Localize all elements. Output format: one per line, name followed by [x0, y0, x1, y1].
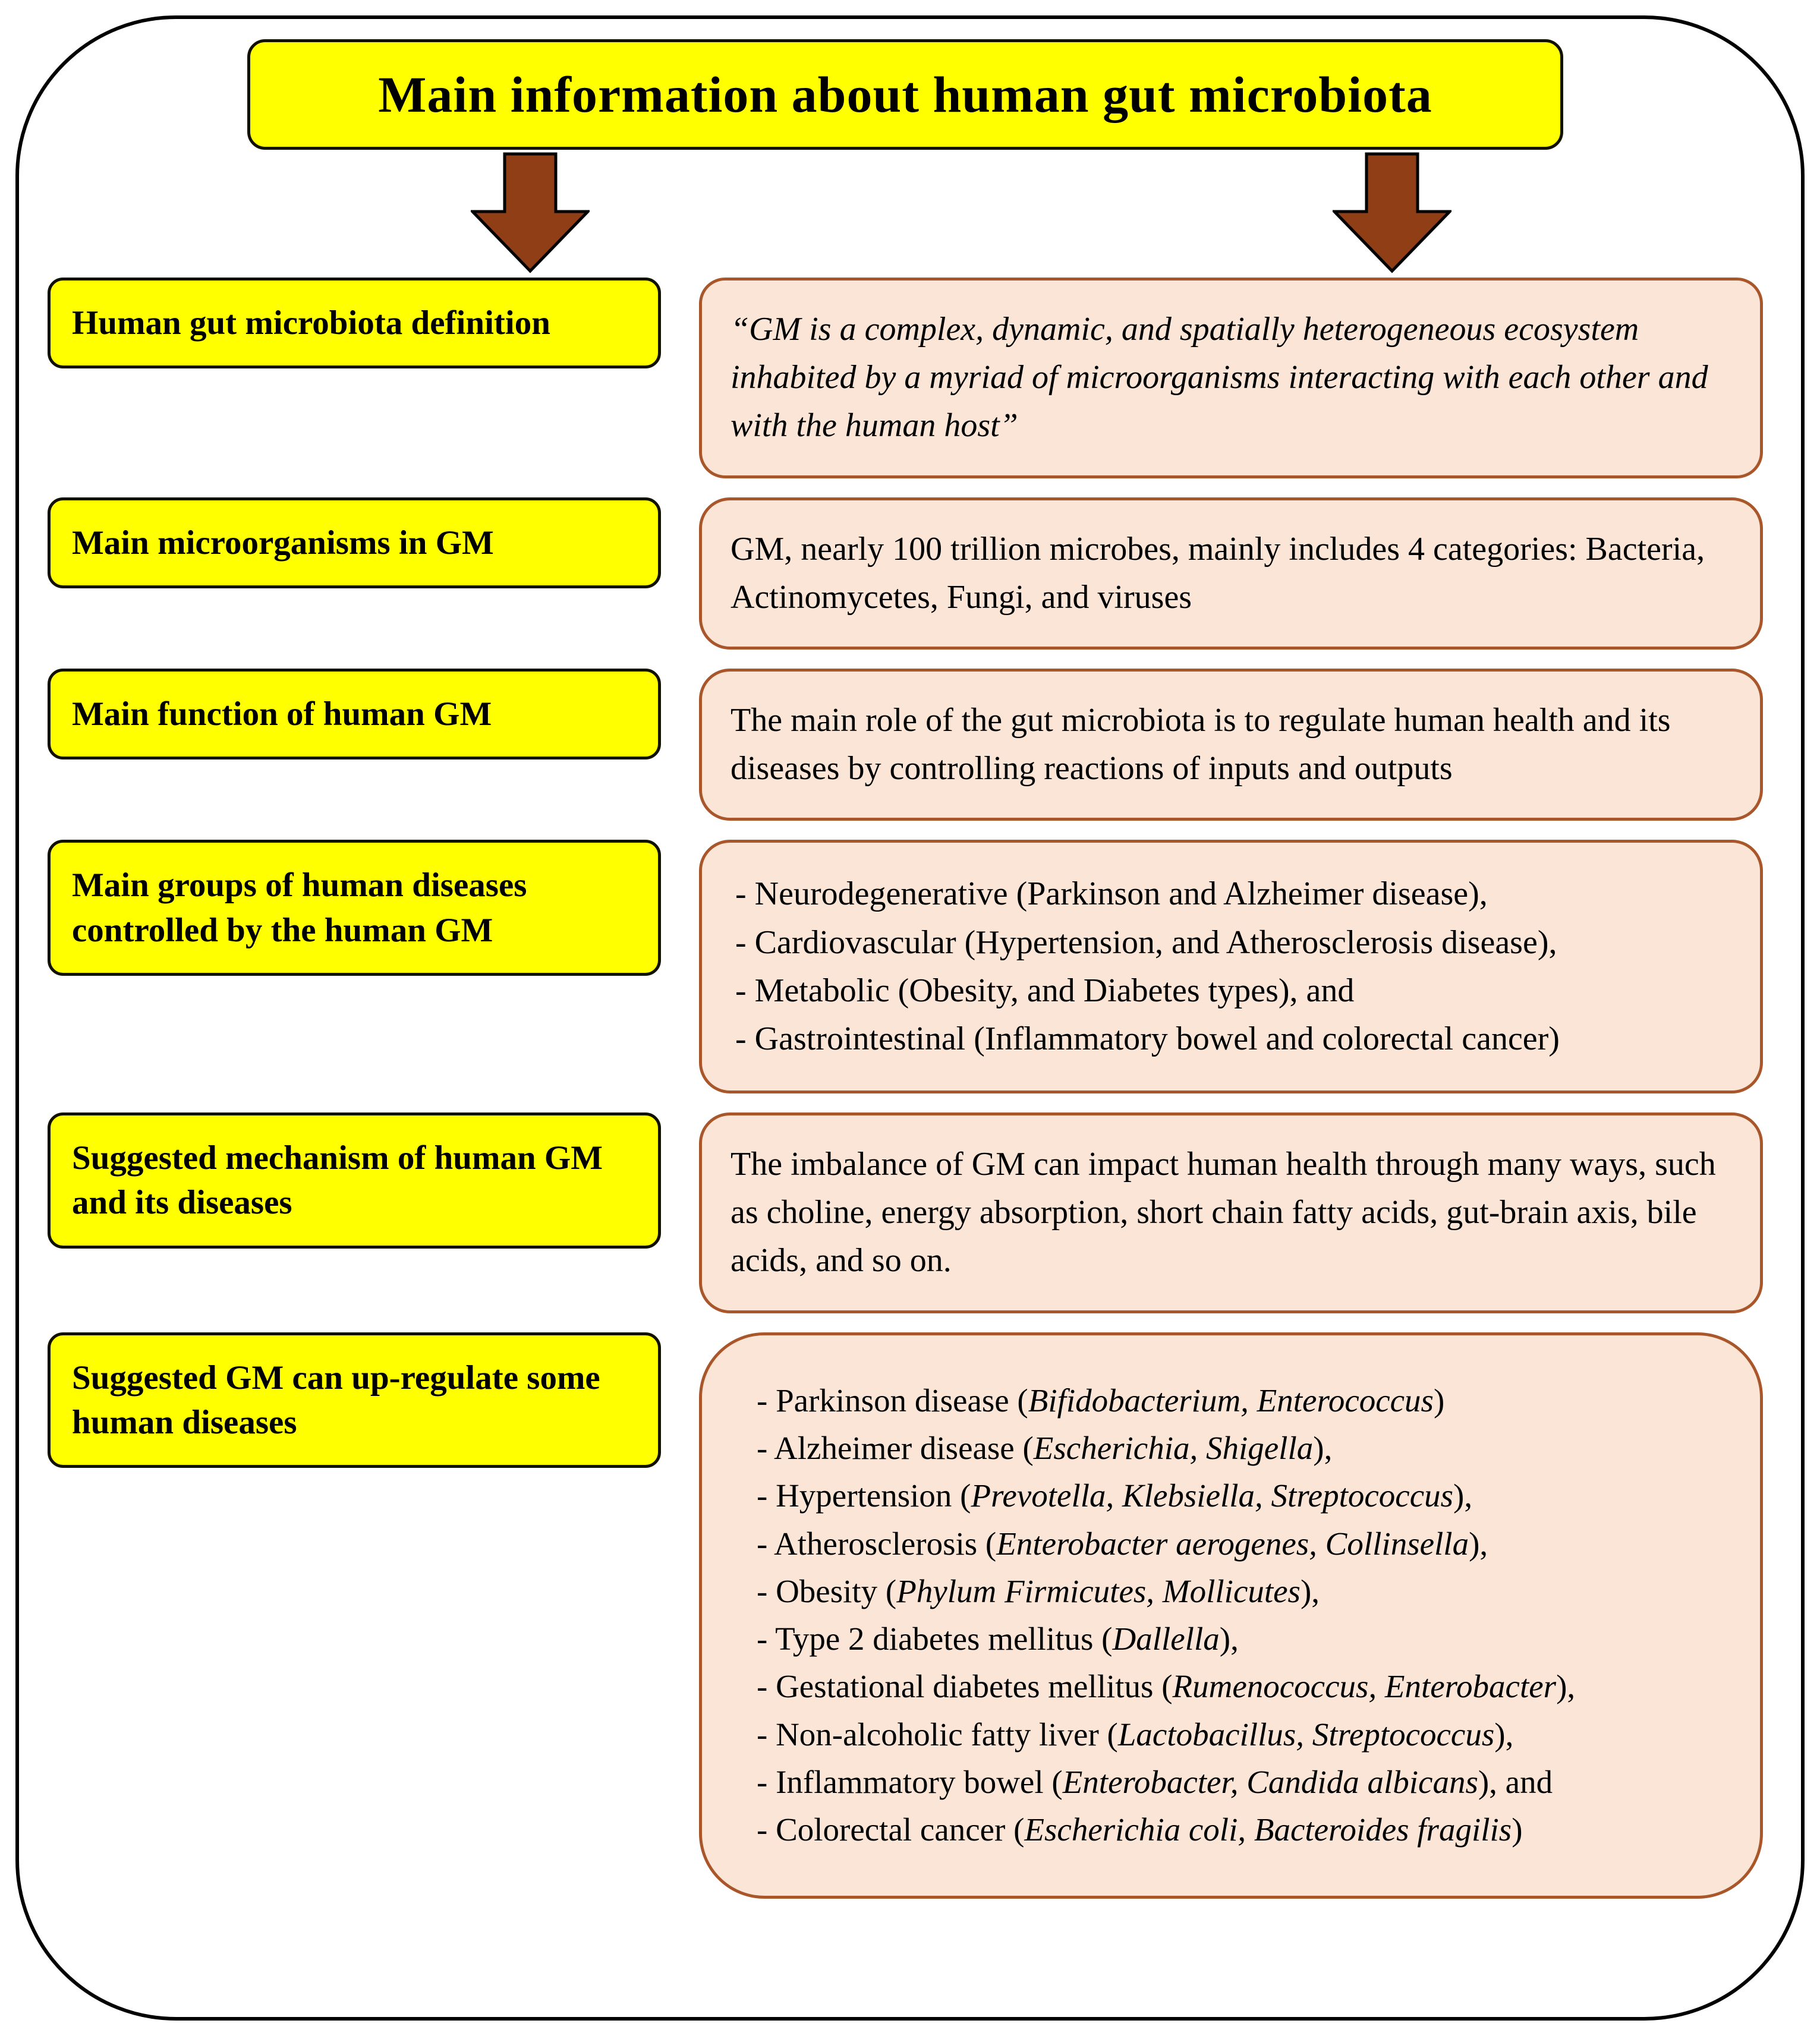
row-disease-groups	[48, 840, 1763, 1093]
down-arrow-right	[1333, 152, 1451, 274]
content-box-upregulated-diseases	[699, 1332, 1763, 1899]
content-box-microorganisms	[699, 497, 1763, 650]
row-upregulated-diseases	[48, 1332, 1763, 1899]
label-box-disease-groups	[48, 840, 661, 975]
diagram-frame	[15, 15, 1805, 2021]
disease-group-item: - Neurodegenerative (Parkinson and Alzheimer disease),	[735, 875, 1488, 913]
label-box-function	[48, 669, 661, 759]
label-box-mechanism	[48, 1112, 661, 1248]
disease-group-item: - Gastrointestinal (Inflammatory bowel and colorectal cancer)	[735, 1020, 1560, 1057]
title-box	[247, 39, 1563, 150]
page-title: Main information about human gut microbiota	[378, 66, 1432, 123]
row-mechanism	[48, 1112, 1763, 1313]
content-box-disease-groups	[699, 840, 1763, 1093]
label-box-definition	[48, 278, 661, 368]
microorganisms-text: GM, nearly 100 trillion microbes, mainly includes 4 categories: Bacteria, Actinomycetes, Fungi, and viruses	[730, 530, 1705, 616]
content-box-function	[699, 669, 1763, 821]
row-label: Suggested mechanism of human GM and its diseases	[72, 1139, 603, 1222]
row-label: Main microorganisms in GM	[72, 524, 494, 562]
row-definition	[48, 278, 1763, 478]
disease-item: - Obesity (Phylum Firmicutes, Mollicutes),	[757, 1572, 1320, 1609]
disease-item: - Alzheimer disease (Escherichia, Shigella),	[757, 1429, 1333, 1466]
content-box-mechanism	[699, 1112, 1763, 1313]
row-microorganisms	[48, 497, 1763, 650]
row-label: Suggested GM can up-regulate some human diseases	[72, 1359, 600, 1441]
disease-item: - Hypertension (Prevotella, Klebsiella, Streptococcus),	[757, 1477, 1473, 1514]
disease-item: - Colorectal cancer (Escherichia coli, Bacteroides fragilis)	[757, 1811, 1523, 1848]
disease-group-item: - Cardiovascular (Hypertension, and Atherosclerosis disease),	[735, 924, 1557, 961]
label-box-microorganisms	[48, 497, 661, 588]
label-box-upregulated-diseases	[48, 1332, 661, 1468]
disease-item: - Gestational diabetes mellitus (Rumenococcus, Enterobacter),	[757, 1668, 1576, 1705]
content-box-definition	[699, 278, 1763, 478]
disease-item: - Inflammatory bowel (Enterobacter, Candida albicans), and	[757, 1764, 1553, 1800]
arrow-row	[48, 152, 1763, 274]
row-label: Main function of human GM	[72, 695, 492, 733]
disease-item: - Non-alcoholic fatty liver (Lactobacillus, Streptococcus),	[757, 1716, 1514, 1753]
definition-quote: “GM is a complex, dynamic, and spatially heterogeneous ecosystem inhabited by a myriad of microorganisms interacting with each other and with the human host”	[730, 311, 1708, 445]
disease-item: - Type 2 diabetes mellitus (Dallella),	[757, 1621, 1239, 1657]
disease-group-item: - Metabolic (Obesity, and Diabetes types), and	[735, 972, 1355, 1009]
function-text: The main role of the gut microbiota is to regulate human health and its diseases by controlling reactions of inputs and outputs	[730, 701, 1671, 787]
row-label: Main groups of human diseases controlled by the human GM	[72, 866, 527, 949]
row-label: Human gut microbiota definition	[72, 304, 550, 342]
row-function	[48, 669, 1763, 821]
diagram-content	[19, 19, 1801, 1899]
disease-item: - Atherosclerosis (Enterobacter aerogenes, Collinsella),	[757, 1525, 1488, 1562]
mechanism-text: The imbalance of GM can impact human health through many ways, such as choline, energy absorption, short chain fatty acids, gut-brain axis, bile acids, and so on.	[730, 1146, 1716, 1279]
down-arrow-left	[471, 152, 590, 274]
disease-item: - Parkinson disease (Bifidobacterium, Enterococcus)	[757, 1382, 1445, 1419]
